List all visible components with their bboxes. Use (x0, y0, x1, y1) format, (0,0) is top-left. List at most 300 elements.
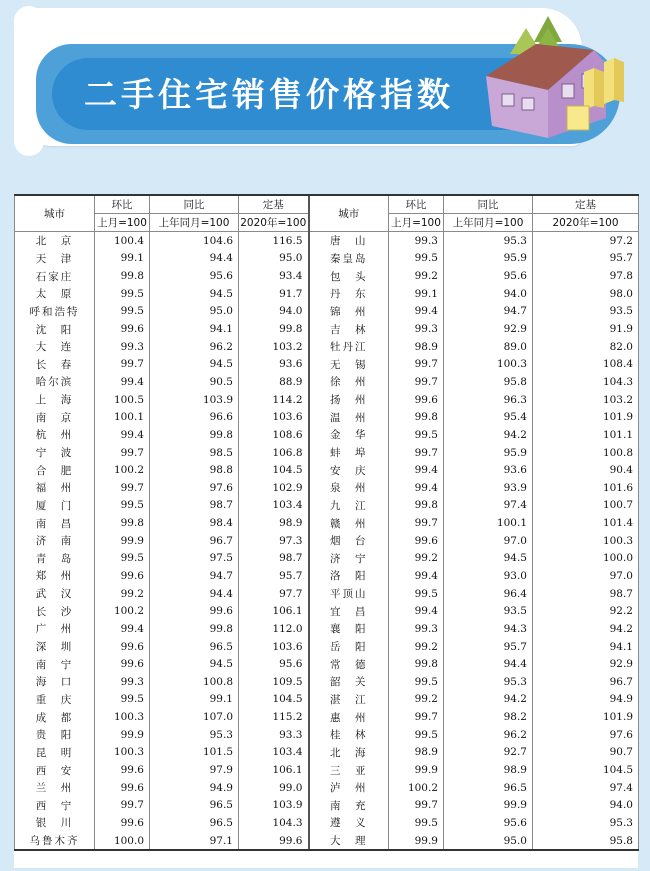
yoy-value: 94.1 (150, 320, 239, 338)
base-value: 91.7 (239, 285, 309, 303)
city-name: 济 宁 (309, 550, 389, 568)
yoy-value: 95.4 (444, 408, 533, 426)
column-header-mom-right: 环比 (389, 195, 444, 214)
city-name: 蚌 埠 (309, 444, 389, 462)
base-value: 115.2 (239, 708, 309, 726)
base-value: 103.2 (239, 338, 309, 356)
table-row (15, 744, 639, 762)
yoy-value: 94.5 (150, 285, 239, 303)
base-value: 95.0 (239, 250, 309, 268)
table-row (15, 779, 639, 797)
base-value: 92.9 (533, 655, 639, 673)
yoy-value: 94.3 (444, 620, 533, 638)
base-value: 112.0 (239, 620, 309, 638)
yoy-value: 92.7 (444, 744, 533, 762)
city-name: 宜 昌 (309, 602, 389, 620)
yoy-value: 99.6 (150, 602, 239, 620)
city-name: 贵 阳 (15, 726, 95, 744)
yoy-value: 94.2 (444, 691, 533, 709)
base-value: 104.3 (533, 373, 639, 391)
yoy-value: 94.7 (150, 567, 239, 585)
base-value: 104.3 (239, 814, 309, 832)
city-name: 烟 台 (309, 532, 389, 550)
yoy-value: 96.4 (444, 585, 533, 603)
yoy-value: 95.3 (150, 726, 239, 744)
base-value: 93.6 (239, 355, 309, 373)
base-value: 91.9 (533, 320, 639, 338)
yoy-value: 95.7 (444, 638, 533, 656)
yoy-value: 95.6 (444, 267, 533, 285)
mom-value: 99.4 (95, 620, 150, 638)
mom-value: 99.1 (389, 285, 444, 303)
city-name: 南 宁 (15, 655, 95, 673)
base-value: 93.5 (533, 303, 639, 321)
yoy-value: 99.8 (150, 620, 239, 638)
yoy-value: 104.6 (150, 232, 239, 250)
yoy-value: 95.9 (444, 444, 533, 462)
base-value: 90.4 (533, 461, 639, 479)
price-index-table-area (14, 194, 638, 868)
city-name: 济 南 (15, 532, 95, 550)
city-name: 平顶山 (309, 585, 389, 603)
mom-value: 99.2 (389, 550, 444, 568)
base-value: 97.3 (239, 532, 309, 550)
mom-value: 99.3 (95, 673, 150, 691)
mom-value: 98.9 (389, 744, 444, 762)
header-banner (0, 0, 650, 188)
city-name: 厦 门 (15, 497, 95, 515)
yoy-value: 96.2 (444, 726, 533, 744)
yoy-value: 98.7 (150, 497, 239, 515)
base-value: 104.5 (239, 691, 309, 709)
base-value: 108.4 (533, 355, 639, 373)
base-value: 103.6 (239, 638, 309, 656)
mom-value: 99.7 (389, 373, 444, 391)
city-name: 大 理 (309, 832, 389, 851)
city-name: 大 连 (15, 338, 95, 356)
yoy-value: 98.9 (444, 761, 533, 779)
mom-value: 99.7 (95, 797, 150, 815)
table-row (15, 426, 639, 444)
yoy-value: 92.9 (444, 320, 533, 338)
yoy-value: 94.2 (444, 426, 533, 444)
price-index-table (14, 194, 639, 851)
mom-value: 99.4 (389, 602, 444, 620)
base-value: 101.6 (533, 479, 639, 497)
yoy-value: 98.8 (150, 461, 239, 479)
mom-value: 100.3 (95, 744, 150, 762)
mom-value: 99.5 (389, 814, 444, 832)
yoy-value: 93.0 (444, 567, 533, 585)
yoy-value: 97.9 (150, 761, 239, 779)
city-name: 安 庆 (309, 461, 389, 479)
mom-value: 99.5 (95, 285, 150, 303)
mom-value: 99.5 (389, 726, 444, 744)
base-value: 97.4 (533, 779, 639, 797)
yoy-value: 94.4 (444, 655, 533, 673)
yoy-value: 96.2 (150, 338, 239, 356)
mom-value: 99.5 (95, 303, 150, 321)
mom-value: 99.9 (389, 832, 444, 851)
mom-value: 99.8 (389, 408, 444, 426)
mom-value: 99.8 (389, 655, 444, 673)
yoy-value: 95.0 (444, 832, 533, 851)
mom-value: 99.5 (95, 550, 150, 568)
city-name: 兰 州 (15, 779, 95, 797)
table-row (15, 832, 639, 851)
city-name: 长 沙 (15, 602, 95, 620)
city-name: 成 都 (15, 708, 95, 726)
column-subheader-base-right: 2020年=100 (533, 214, 639, 232)
city-name: 唐 山 (309, 232, 389, 250)
column-header-city: 城市 (15, 195, 95, 232)
yoy-value: 97.5 (150, 550, 239, 568)
yoy-value: 93.5 (444, 602, 533, 620)
column-header-yoy-right: 同比 (444, 195, 533, 214)
city-name: 九 江 (309, 497, 389, 515)
city-name: 西 宁 (15, 797, 95, 815)
mom-value: 99.5 (389, 585, 444, 603)
city-name: 泉 州 (309, 479, 389, 497)
city-name: 武 汉 (15, 585, 95, 603)
mom-value: 99.4 (389, 461, 444, 479)
city-name: 福 州 (15, 479, 95, 497)
city-name: 海 口 (15, 673, 95, 691)
city-name: 韶 关 (309, 673, 389, 691)
city-name: 合 肥 (15, 461, 95, 479)
city-name: 遵 义 (309, 814, 389, 832)
column-subheader-yoy: 上年同月=100 (150, 214, 239, 232)
base-value: 92.2 (533, 602, 639, 620)
yoy-value: 94.4 (150, 585, 239, 603)
table-row (15, 355, 639, 373)
city-name: 杭 州 (15, 426, 95, 444)
yoy-value: 98.5 (150, 444, 239, 462)
yoy-value: 97.6 (150, 479, 239, 497)
city-name: 石家庄 (15, 267, 95, 285)
base-value: 95.6 (239, 655, 309, 673)
city-name: 丹 东 (309, 285, 389, 303)
city-name: 襄 阳 (309, 620, 389, 638)
mom-value: 99.7 (95, 479, 150, 497)
city-name: 泸 州 (309, 779, 389, 797)
yoy-value: 96.7 (150, 532, 239, 550)
mom-value: 99.4 (389, 567, 444, 585)
yoy-value: 93.6 (444, 461, 533, 479)
yoy-value: 100.1 (444, 514, 533, 532)
city-name: 哈尔滨 (15, 373, 95, 391)
city-name: 桂 林 (309, 726, 389, 744)
base-value: 94.9 (533, 691, 639, 709)
base-value: 101.9 (533, 708, 639, 726)
table-row (15, 303, 639, 321)
mom-value: 99.9 (95, 726, 150, 744)
mom-value: 99.7 (95, 444, 150, 462)
base-value: 99.8 (239, 320, 309, 338)
table-row (15, 550, 639, 568)
table-body (15, 232, 639, 851)
table-row (15, 497, 639, 515)
mom-value: 99.6 (95, 638, 150, 656)
city-name: 南 充 (309, 797, 389, 815)
table-row (15, 514, 639, 532)
table-row (15, 320, 639, 338)
mom-value: 99.7 (389, 797, 444, 815)
city-name: 长 春 (15, 355, 95, 373)
table-row (15, 408, 639, 426)
base-value: 94.0 (239, 303, 309, 321)
base-value: 104.5 (533, 761, 639, 779)
mom-value: 99.2 (389, 267, 444, 285)
city-name: 呼和浩特 (15, 303, 95, 321)
city-name: 昆 明 (15, 744, 95, 762)
mom-value: 99.9 (95, 532, 150, 550)
city-name: 扬 州 (309, 391, 389, 409)
city-name: 洛 阳 (309, 567, 389, 585)
yoy-value: 97.1 (150, 832, 239, 851)
yoy-value: 97.4 (444, 497, 533, 515)
mom-value: 99.3 (389, 232, 444, 250)
city-name: 赣 州 (309, 514, 389, 532)
mom-value: 99.7 (389, 708, 444, 726)
mom-value: 100.2 (95, 602, 150, 620)
base-value: 103.6 (239, 408, 309, 426)
column-header-yoy: 同比 (150, 195, 239, 214)
column-header-base: 定基 (239, 195, 309, 214)
base-value: 99.6 (239, 832, 309, 851)
table-row (15, 479, 639, 497)
table-row (15, 338, 639, 356)
table-row (15, 461, 639, 479)
base-value: 101.4 (533, 514, 639, 532)
city-name: 重 庆 (15, 691, 95, 709)
base-value: 100.7 (533, 497, 639, 515)
yoy-value: 96.5 (444, 779, 533, 797)
yoy-value: 94.5 (150, 655, 239, 673)
base-value: 98.0 (533, 285, 639, 303)
table-row (15, 585, 639, 603)
mom-value: 99.9 (389, 761, 444, 779)
base-value: 106.1 (239, 761, 309, 779)
table-row (15, 532, 639, 550)
yoy-value: 94.5 (150, 355, 239, 373)
mom-value: 99.5 (389, 426, 444, 444)
mom-value: 99.7 (95, 355, 150, 373)
city-name: 秦皇岛 (309, 250, 389, 268)
base-value: 98.7 (239, 550, 309, 568)
yoy-value: 96.5 (150, 638, 239, 656)
base-value: 100.3 (533, 532, 639, 550)
column-subheader-yoy-right: 上年同月=100 (444, 214, 533, 232)
mom-value: 99.2 (389, 691, 444, 709)
city-name: 惠 州 (309, 708, 389, 726)
city-name: 北 京 (15, 232, 95, 250)
mom-value: 99.6 (389, 391, 444, 409)
yoy-value: 107.0 (150, 708, 239, 726)
yoy-value: 103.9 (150, 391, 239, 409)
yoy-value: 97.0 (444, 532, 533, 550)
base-value: 97.2 (533, 232, 639, 250)
table-row (15, 708, 639, 726)
yoy-value: 95.3 (444, 232, 533, 250)
mom-value: 99.5 (389, 673, 444, 691)
table-row (15, 726, 639, 744)
city-name: 郑 州 (15, 567, 95, 585)
mom-value: 99.6 (95, 320, 150, 338)
mom-value: 99.3 (389, 320, 444, 338)
mom-value: 99.3 (95, 338, 150, 356)
yoy-value: 90.5 (150, 373, 239, 391)
city-name: 乌鲁木齐 (15, 832, 95, 851)
mom-value: 99.7 (389, 514, 444, 532)
yoy-value: 96.5 (150, 797, 239, 815)
mom-value: 99.6 (95, 814, 150, 832)
mom-value: 100.3 (95, 708, 150, 726)
base-value: 114.2 (239, 391, 309, 409)
mom-value: 99.6 (389, 532, 444, 550)
base-value: 101.1 (533, 426, 639, 444)
base-value: 100.8 (533, 444, 639, 462)
mom-value: 99.4 (389, 479, 444, 497)
table-row (15, 267, 639, 285)
city-name: 广 州 (15, 620, 95, 638)
city-name: 温 州 (309, 408, 389, 426)
yoy-value: 101.5 (150, 744, 239, 762)
base-value: 94.1 (533, 638, 639, 656)
city-name: 银 川 (15, 814, 95, 832)
city-name: 沈 阳 (15, 320, 95, 338)
table-row (15, 673, 639, 691)
mom-value: 99.2 (389, 638, 444, 656)
base-value: 90.7 (533, 744, 639, 762)
base-value: 88.9 (239, 373, 309, 391)
mom-value: 99.2 (95, 585, 150, 603)
mom-value: 99.7 (389, 444, 444, 462)
table-row (15, 391, 639, 409)
city-name: 锦 州 (309, 303, 389, 321)
yoy-value: 99.8 (150, 426, 239, 444)
base-value: 95.8 (533, 832, 639, 851)
city-name: 南 昌 (15, 514, 95, 532)
city-name: 徐 州 (309, 373, 389, 391)
table-row (15, 638, 639, 656)
column-header-mom: 环比 (95, 195, 150, 214)
column-subheader-mom-right: 上月=100 (389, 214, 444, 232)
table-row (15, 797, 639, 815)
mom-value: 100.2 (95, 461, 150, 479)
base-value: 97.0 (533, 567, 639, 585)
yoy-value: 94.5 (444, 550, 533, 568)
table-row (15, 602, 639, 620)
base-value: 96.7 (533, 673, 639, 691)
mom-value: 99.6 (95, 761, 150, 779)
base-value: 97.7 (239, 585, 309, 603)
column-subheader-mom: 上月=100 (95, 214, 150, 232)
base-value: 102.9 (239, 479, 309, 497)
table-row (15, 761, 639, 779)
city-name: 三 亚 (309, 761, 389, 779)
mom-value: 99.5 (95, 691, 150, 709)
city-name: 南 京 (15, 408, 95, 426)
mom-value: 99.6 (95, 779, 150, 797)
mom-value: 100.1 (95, 408, 150, 426)
city-name: 深 圳 (15, 638, 95, 656)
yoy-value: 96.3 (444, 391, 533, 409)
column-subheader-base: 2020年=100 (239, 214, 309, 232)
mom-value: 98.9 (389, 338, 444, 356)
yoy-value: 94.0 (444, 285, 533, 303)
base-value: 106.8 (239, 444, 309, 462)
yoy-value: 99.1 (150, 691, 239, 709)
yoy-value: 96.5 (150, 814, 239, 832)
base-value: 93.3 (239, 726, 309, 744)
city-name: 金 华 (309, 426, 389, 444)
table-row (15, 620, 639, 638)
base-value: 95.3 (533, 814, 639, 832)
base-value: 103.9 (239, 797, 309, 815)
yoy-value: 95.0 (150, 303, 239, 321)
base-value: 106.1 (239, 602, 309, 620)
table-row (15, 250, 639, 268)
yoy-value: 99.9 (444, 797, 533, 815)
base-value: 101.9 (533, 408, 639, 426)
yoy-value: 100.8 (150, 673, 239, 691)
base-value: 94.2 (533, 620, 639, 638)
city-name: 湛 江 (309, 691, 389, 709)
city-name: 天 津 (15, 250, 95, 268)
mom-value: 100.4 (95, 232, 150, 250)
mom-value: 99.8 (95, 267, 150, 285)
yoy-value: 94.9 (150, 779, 239, 797)
mom-value: 100.0 (95, 832, 150, 851)
mom-value: 99.7 (389, 355, 444, 373)
base-value: 109.5 (239, 673, 309, 691)
mom-value: 100.2 (389, 779, 444, 797)
base-value: 97.8 (533, 267, 639, 285)
yoy-value: 95.8 (444, 373, 533, 391)
city-name: 宁 波 (15, 444, 95, 462)
yoy-value: 89.0 (444, 338, 533, 356)
yoy-value: 93.9 (444, 479, 533, 497)
base-value: 94.0 (533, 797, 639, 815)
yoy-value: 96.6 (150, 408, 239, 426)
mom-value: 99.4 (389, 303, 444, 321)
base-value: 99.0 (239, 779, 309, 797)
column-header-city-right: 城市 (309, 195, 389, 232)
yoy-value: 94.4 (150, 250, 239, 268)
table-row (15, 567, 639, 585)
mom-value: 99.5 (389, 250, 444, 268)
yoy-value: 98.2 (444, 708, 533, 726)
base-value: 103.4 (239, 497, 309, 515)
city-name: 包 头 (309, 267, 389, 285)
city-name: 常 德 (309, 655, 389, 673)
base-value: 108.6 (239, 426, 309, 444)
base-value: 116.5 (239, 232, 309, 250)
city-name: 北 海 (309, 744, 389, 762)
mom-value: 99.4 (95, 373, 150, 391)
base-value: 100.0 (533, 550, 639, 568)
table-row (15, 373, 639, 391)
base-value: 98.7 (533, 585, 639, 603)
base-value: 95.7 (533, 250, 639, 268)
base-value: 103.4 (239, 744, 309, 762)
yoy-value: 100.3 (444, 355, 533, 373)
table-row (15, 655, 639, 673)
page-title: 二手住宅销售价格指数 (84, 75, 454, 114)
city-name: 上 海 (15, 391, 95, 409)
mom-value: 99.4 (95, 426, 150, 444)
